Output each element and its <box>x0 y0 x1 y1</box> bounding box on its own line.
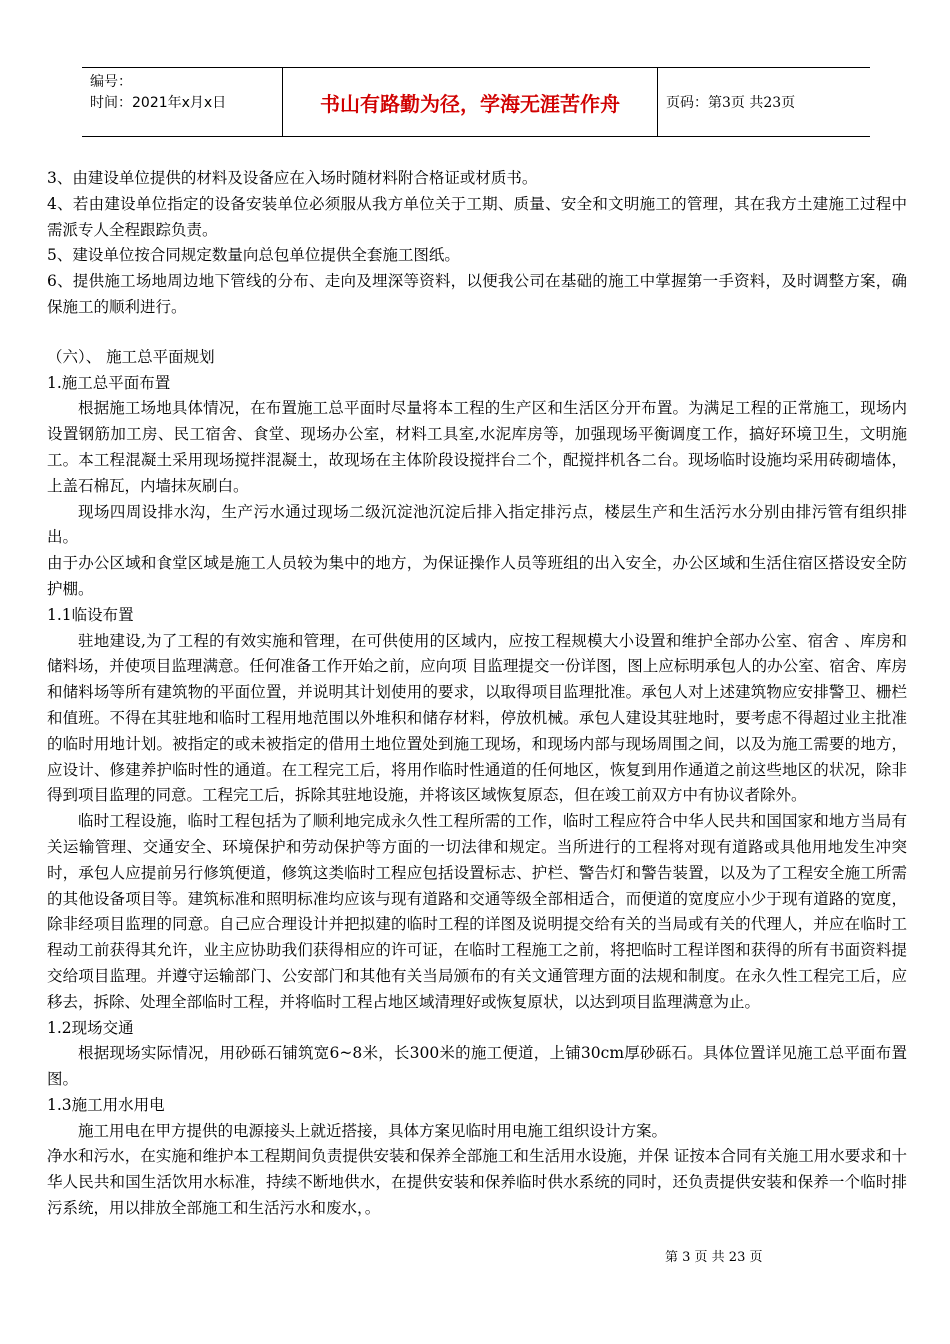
document-number: 编号： <box>90 74 132 90</box>
paragraph: 临时工程设施，临时工程包括为了顺利地完成永久性工程所需的工作，临时工程应符合中华人民共和国国家和地方当局有关运输管理、交通安全、环境保护和劳动保护等方面的一切法律和规定。当所进行的工程将对现有道路或具他用地发生冲突时，承包人应提前另行修筑便道，修筑这类临时工程应包括设置标志、护栏、警告灯和警告装置，以及为了工程安全施工所需的其他设备项目等。建筑标准和照明标准均应该与现有道路和交通等级全部相适合，而便道的宽度应小少于现有道路的宽度，除非经项目监理的同意。自己应合理设计并把拟建的临时工程的详图及说明提交给有关的当局或有关的代理人，并应在临时工程动工前获得其允许，业主应协助我们获得相应的许可证，在临时工程施工之前，将把临时工程详图和获得的所有书面资料提交给项目监理。并遵守运输部门、公安部门和其他有关当局颁布的有关文通管理方面的法规和制度。在永久性工程完工后，应移去，拆除、处理全部临时工程，并将临时工程占地区域清理好或恢复原状，以达到项目监理满意为止。 <box>47 812 907 1011</box>
subheading: 1.1临设布置 <box>47 605 134 624</box>
subheading: 1.施工总平面布置 <box>47 373 171 392</box>
subheading: 1.3施工用水用电 <box>47 1095 165 1114</box>
paragraph: 根据现场实际情况，用砂砾石铺筑宽6~8米，长300米的施工便道，上铺30cm厚砂砾石。具体位置详见施工总平面布置图。 <box>47 1044 907 1089</box>
paragraph: 根据施工场地具体情况，在布置施工总平面时尽量将本工程的生产区和生活区分开布置。为满足工程的正常施工，现场内设置钢筋加工房、民工宿舍、食堂、现场办公室，材料工具室,水泥库房等，加强现场平衡调度工作，搞好环境卫生，文明施工。本工程混凝土采用现场搅拌混凝土，故现场在主体阶段设搅拌台二个，配搅拌机各二台。现场临时设施均采用砖砌墙体，上盖石棉瓦，内墙抹灰刷白。 <box>47 399 907 495</box>
paragraph: 由于办公区域和食堂区域是施工人员较为集中的地方，为保证操作人员等班组的出入安全，办公区域和生活住宿区搭设安全防护棚。 <box>47 554 907 598</box>
document-body <box>47 166 907 1222</box>
spacer <box>47 321 907 345</box>
paragraph: 净水和污水，在实施和维护本工程期间负责提供安装和保养全部施工和生活用水设施，并保 证按本合同有关施工用水要求和十华人民共和国生活饮用水标准，持续不断地供水，在提供安装和保养临时供水系统的同时，还负责提供安装和保养一个临时排污系统，用以排放全部施工和生活污水和废水，。 <box>47 1147 907 1218</box>
paragraph: 5、建设单位按合同规定数量向总包单位提供全套施工图纸。 <box>47 246 460 265</box>
paragraph: 驻地建设,为了工程的有效实施和管理，在可供使用的区域内，应按工程规模大小设置和维护全部办公室、宿舍 、库房和储料场，并使项目监理满意。任何准备工作开始之前，应向项 目监理提交一份详图，图上应标明承包人的办公室、宿舍、库房和储料场等所有建筑物的平面位置，并说明其计划使用的要求，以取得项目监理批准。承包人对上述建筑物应安排警卫、栅栏和值班。不得在其驻地和临时工程用地范围以外堆积和储存材料，停放机械。承包人建设其驻地时，要考虑不得超过业主批准的临时用地计划。被指定的或未被指定的借用土地位置处到施工现场，和现场内部与现场周围之间，以及为施工需要的地方，应设计、修建养护临时性的通道。在工程完工后，将用作临时性通道的任何地区，恢复到用作通道之前这些地区的状况，除非得到项目监理的同意。工程完工后，拆除其驻地设施，并将该区域恢复原态，但在竣工前双方中有协议者除外。 <box>47 631 907 805</box>
paragraph: 3、由建设单位提供的材料及设备应在入场时随材料附合格证或材质书。 <box>47 169 538 187</box>
subheading: 1.2现场交通 <box>47 1018 134 1037</box>
page-header <box>82 67 870 137</box>
paragraph: 施工用电在甲方提供的电源接头上就近搭接，具体方案见临时用电施工组织设计方案。 <box>78 1121 668 1140</box>
page-footer: 第 3 页 共 23 页 <box>665 1250 763 1265</box>
paragraph: 4、若由建设单位指定的设备安装单位必须服从我方单位关于工期、质量、安全和文明施工的管理，其在我方土建施工过程中需派专人全程跟踪负责。 <box>47 194 907 239</box>
paragraph: 6、提供施工场地周边地下管线的分布、走向及埋深等资料，以便我公司在基础的施工中掌握第一手资料，及时调整方案，确保施工的顺利进行。 <box>47 272 907 316</box>
header-meta <box>82 68 282 136</box>
section-heading: （六）、 施工总平面规划 <box>47 347 215 366</box>
document-date: 时间：2021年x月x日 <box>90 95 227 111</box>
header-page-info: 页码：第3页 共23页 <box>666 95 796 111</box>
header-motto: 书山有路勤为径，学海无涯苦作舟 <box>282 68 658 136</box>
paragraph: 现场四周设排水沟，生产污水通过现场二级沉淀池沉淀后排入指定排污点，楼层生产和生活污水分别由排污管有组织排出。 <box>47 502 907 547</box>
